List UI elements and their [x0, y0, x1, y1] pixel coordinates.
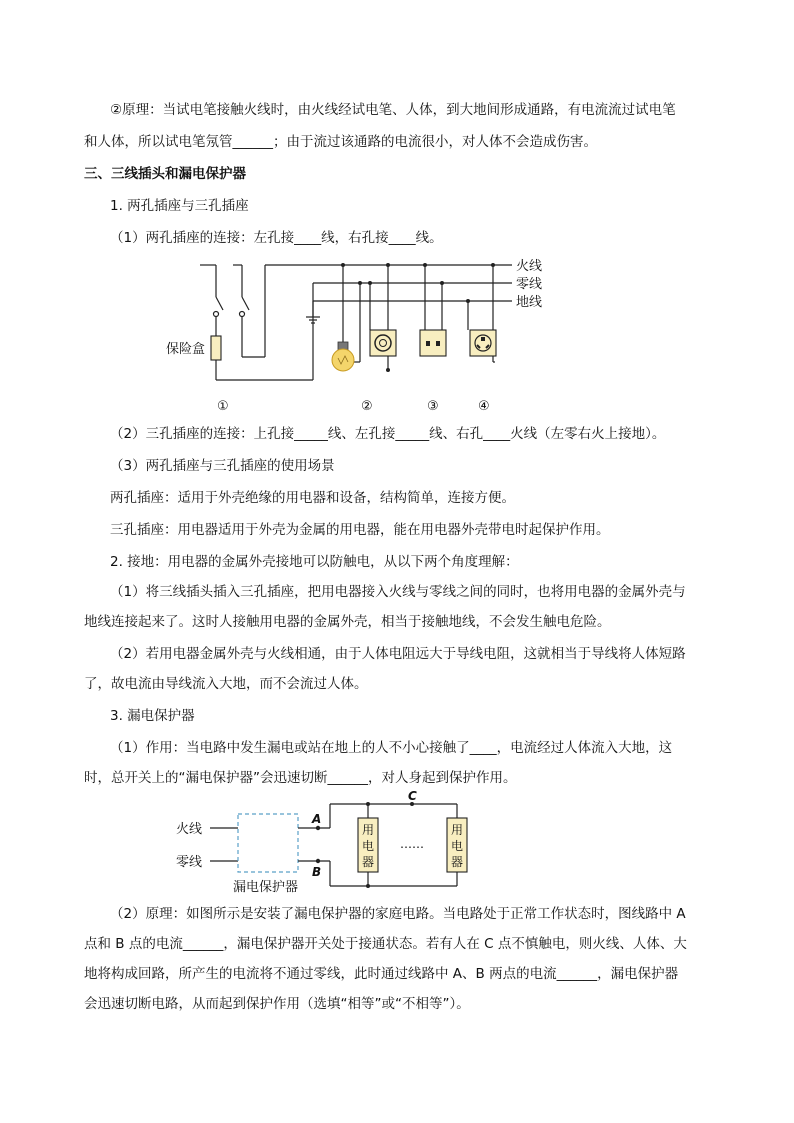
protector-function-line2: 时，总开关上的“漏电保护器”会迅速切断______，对人身起到保护作用。	[84, 770, 517, 786]
leakage-protector-diagram	[170, 790, 490, 896]
label-point-a: A	[312, 812, 322, 826]
question-three-hole-wiring: （2）三孔插座的连接：上孔接_____线、左孔接_____线、右孔____火线（左零右火上接地）。	[110, 426, 666, 442]
grounding-p1-line1: （1）将三线插头插入三孔插座，把用电器接入火线与零线之间的同时，也将用电器的金属外壳与	[110, 584, 686, 600]
label-num-1: ①	[217, 399, 229, 414]
grounding-p2-line1: （2）若用电器金属外壳与火线相通，由于人体电阻远大于导线电阻，这就相当于导线将人体短路	[110, 646, 686, 662]
label-fire-wire: 火线	[516, 259, 543, 274]
principle-line-1: ②原理：当试电笔接触火线时，由火线经试电笔、人体，到大地间形成通路，有电流流过试电笔	[110, 102, 676, 118]
appliance-1-char-1: 用	[361, 823, 375, 837]
subsection-3-title: 3. 漏电保护器	[110, 708, 195, 724]
protector-function-line1: （1）作用：当电路中发生漏电或站在地上的人不小心接触了____，电流经过人体流入大地，这	[110, 740, 673, 756]
bulb-icon	[332, 342, 354, 371]
grounding-p2-line2: 了，故电流由导线流入大地，而不会流过人体。	[84, 676, 368, 692]
appliance-2-char-2: 电	[450, 839, 464, 853]
appliance-1-char-2: 电	[361, 839, 375, 853]
label-fire-wire-2: 火线	[176, 822, 203, 837]
label-fuse-box: 保险盒	[166, 342, 206, 357]
label-point-b: B	[312, 865, 322, 879]
socket-3-icon	[420, 330, 446, 356]
subsection-1-title: 1. 两孔插座与三孔插座	[110, 198, 249, 214]
fuse-box	[211, 336, 221, 360]
label-ground-wire: 地线	[516, 295, 543, 310]
appliance-2-char-1: 用	[450, 823, 464, 837]
grounding-p1-line2: 地线连接起来了。这时人接触用电器的金属外壳，相当于接触地线，不会发生触电危险。	[84, 614, 611, 630]
section-heading: 三、三线插头和漏电保护器	[84, 166, 246, 182]
protector-principle-line3: 地将构成回路，所产生的电流将不通过零线，此时通过线路中 A、B 两点的电流______，漏电保护器	[84, 966, 679, 982]
label-zero-wire: 零线	[516, 277, 543, 292]
label-zero-wire-2: 零线	[176, 855, 203, 870]
appliance-1-char-3: 器	[361, 855, 375, 869]
question-usage-scenarios: （3）两孔插座与三孔插座的使用场景	[110, 458, 335, 474]
appliance-2-char-3: 器	[450, 855, 464, 869]
principle-line-2: 和人体，所以试电笔氖管______；由于流过该通路的电流很小，对人体不会造成伤害。	[84, 134, 597, 150]
three-hole-description: 三孔插座：用电器适用于外壳为金属的用电器，能在用电器外壳带电时起保护作用。	[110, 522, 610, 538]
protector-principle-line1: （2）原理：如图所示是安装了漏电保护器的家庭电路。当电路处于正常工作状态时，图线路中 A	[110, 906, 686, 922]
protector-principle-line4: 会迅速切断电路，从而起到保护作用（选填“相等”或“不相等”）。	[84, 996, 470, 1012]
wiring-diagram	[160, 252, 560, 420]
label-protector: 漏电保护器	[233, 880, 299, 895]
socket-4-icon	[470, 330, 496, 356]
ellipsis: ……	[400, 837, 424, 851]
protector-principle-line2: 点和 B 点的电流______，漏电保护器开关处于接通状态。若有人在 C 点不慎触电，则火线、人体、大	[84, 936, 687, 952]
two-hole-description: 两孔插座：适用于外壳绝缘的用电器和设备，结构简单，连接方便。	[110, 490, 515, 506]
label-num-3: ③	[427, 399, 439, 414]
protector-box	[238, 814, 298, 872]
label-num-4: ④	[478, 399, 490, 414]
question-two-hole-wiring: （1）两孔插座的连接：左孔接____线，右孔接____线。	[110, 230, 443, 246]
subsection-2-title: 2. 接地：用电器的金属外壳接地可以防触电，从以下两个角度理解：	[110, 554, 519, 570]
label-point-c: C	[408, 790, 417, 803]
label-num-2: ②	[361, 399, 373, 414]
socket-2-icon	[370, 330, 396, 356]
